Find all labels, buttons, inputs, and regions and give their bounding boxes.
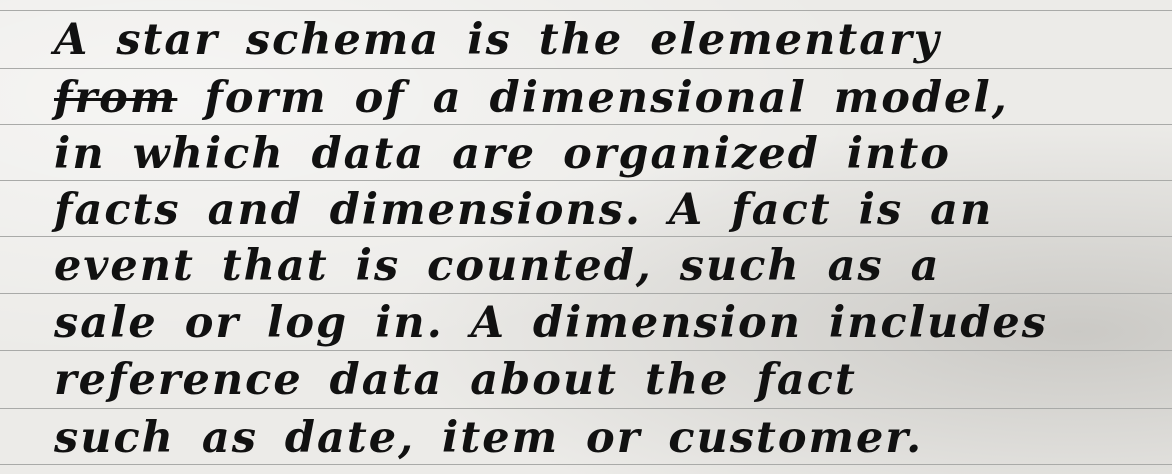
ruled-line <box>0 293 1172 294</box>
handwritten-line-3: in which data are organized into <box>54 129 951 179</box>
handwritten-line-5: event that is counted, such as a <box>54 241 941 291</box>
line-2-text: form of a dimensional model, <box>204 73 1009 123</box>
struck-word: from <box>54 73 178 123</box>
ruled-line <box>0 10 1172 11</box>
handwritten-line-7: reference data about the fact <box>54 355 857 405</box>
ruled-line <box>0 124 1172 125</box>
ruled-line <box>0 464 1172 465</box>
handwritten-line-6: sale or log in. A dimension includes <box>54 298 1048 348</box>
ruled-line <box>0 350 1172 351</box>
ruled-line <box>0 408 1172 409</box>
handwritten-line-8: such as date, item or customer. <box>54 413 924 463</box>
handwritten-line-2 <box>54 72 1009 124</box>
ruled-line <box>0 236 1172 237</box>
handwritten-line-1: A star schema is the elementary <box>54 15 941 65</box>
ruled-line <box>0 68 1172 69</box>
handwritten-line-4: facts and dimensions. A fact is an <box>54 185 994 235</box>
ruled-line <box>0 180 1172 181</box>
